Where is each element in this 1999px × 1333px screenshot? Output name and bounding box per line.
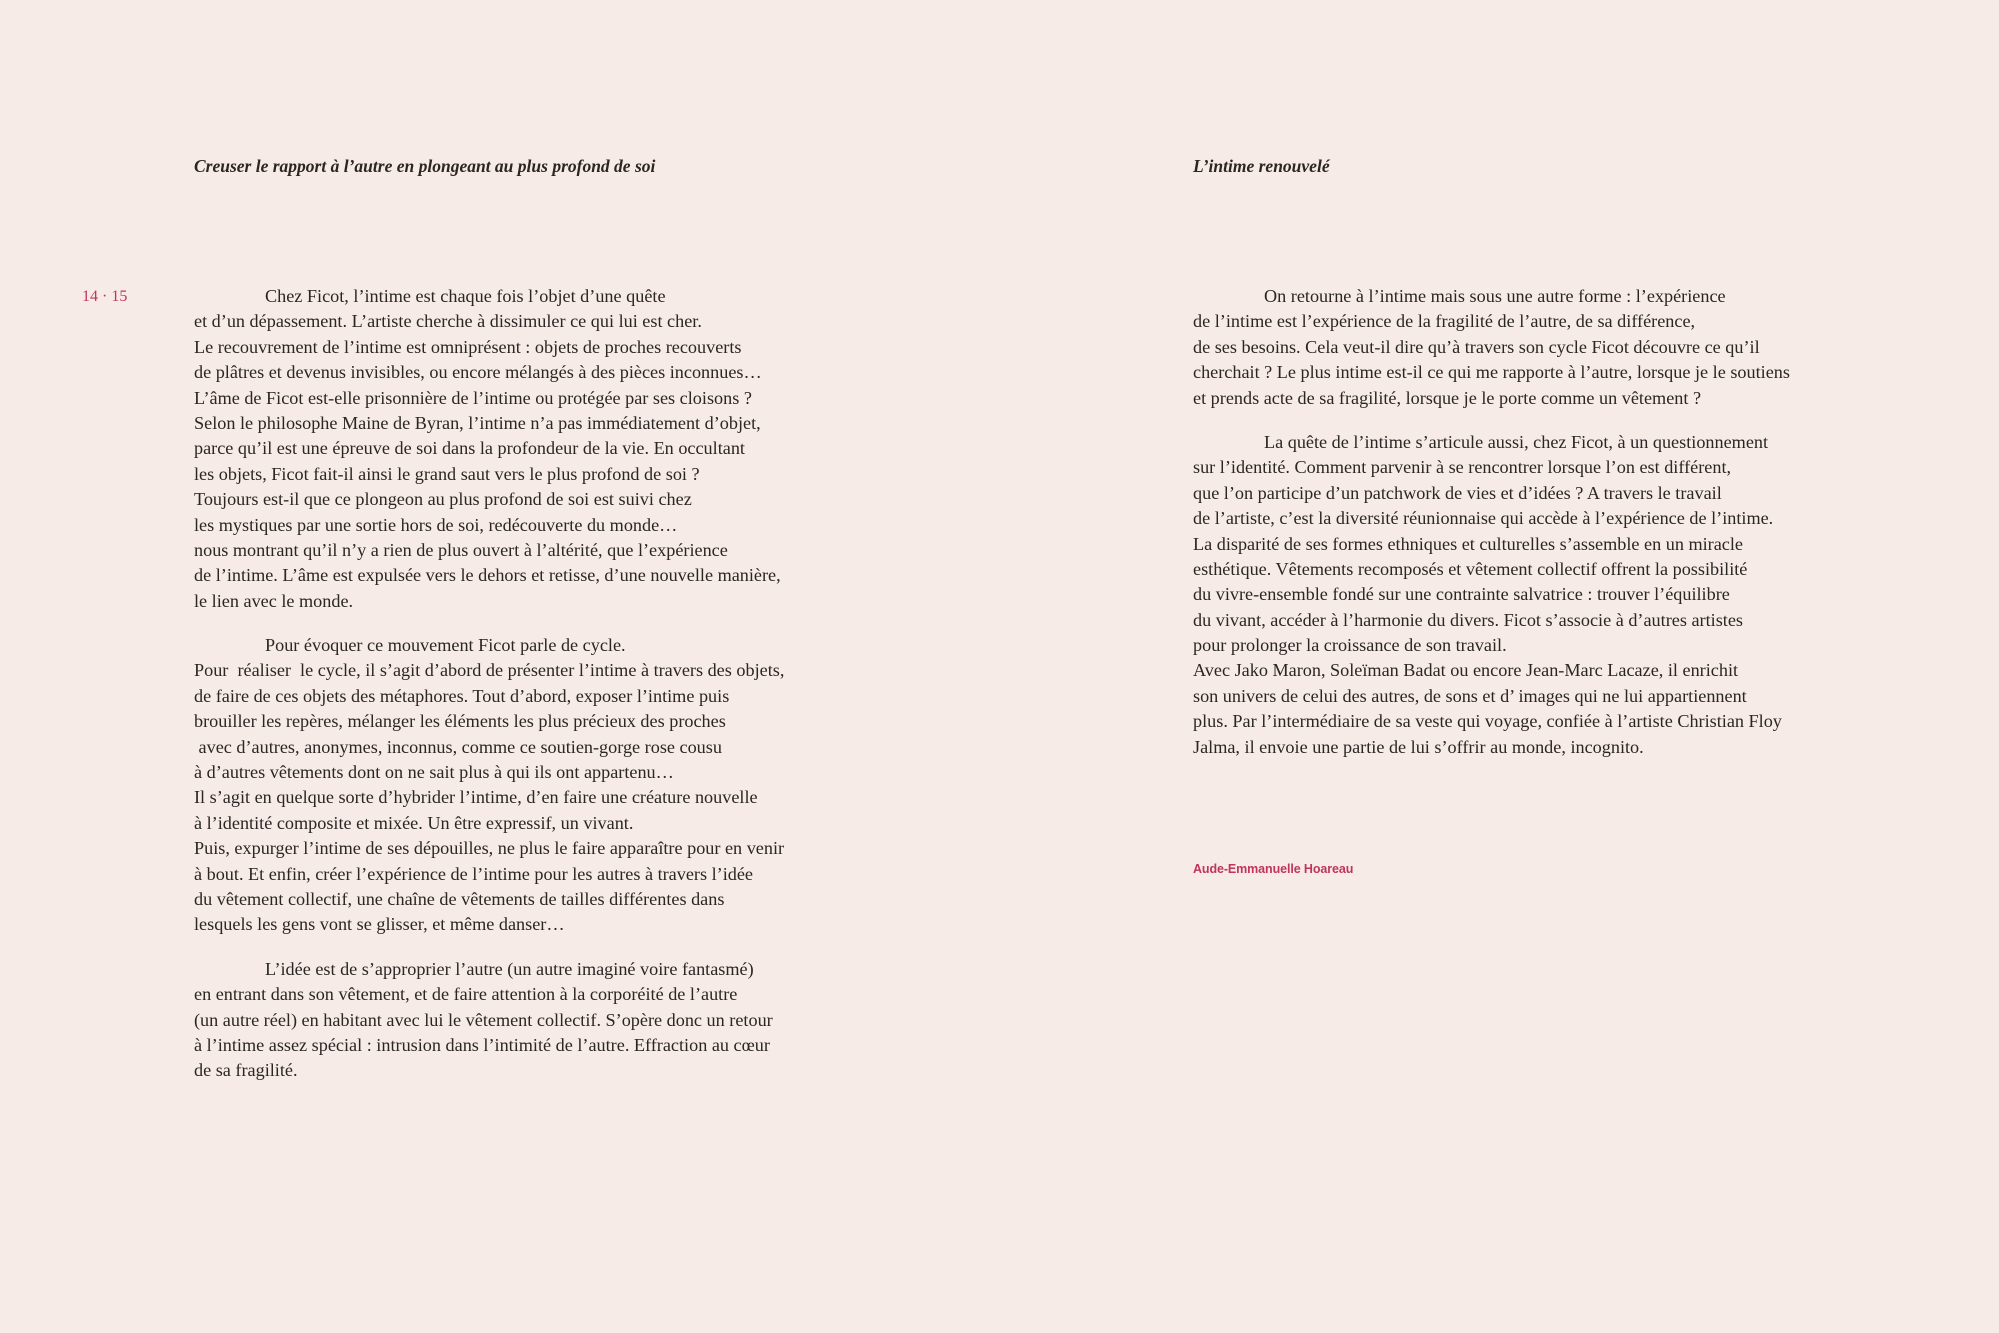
- text-line: et d’un dépassement. L’artiste cherche à dissimuler ce qui lui est cher.: [194, 311, 702, 332]
- text-line: du vêtement collectif, une chaîne de vêtements de tailles différentes dans: [194, 888, 725, 909]
- text-line: Pour évoquer ce mouvement Ficot parle de cycle.: [265, 635, 626, 656]
- text-line: brouiller les repères, mélanger les éléments les plus précieux des proches: [194, 711, 726, 732]
- text-line: Toujours est-il que ce plongeon au plus profond de soi est suivi chez: [194, 489, 692, 510]
- text-line: de l’intime. L’âme est expulsée vers le dehors et retisse, d’une nouvelle manière,: [194, 565, 781, 586]
- text-line: L’âme de Ficot est-elle prisonnière de l’intime ou protégée par ses cloisons ?: [194, 387, 752, 408]
- left-column-body: [194, 284, 834, 1103]
- text-line: Puis, expurger l’intime de ses dépouilles, ne plus le faire apparaître pour en venir: [194, 838, 785, 859]
- left-section-heading: Creuser le rapport à l’autre en plongeant au plus profond de soi: [194, 156, 656, 176]
- right-section-heading: L’intime renouvelé: [1193, 156, 1330, 176]
- text-line: Selon le philosophe Maine de Byran, l’intime n’a pas immédiatement d’objet,: [194, 412, 761, 433]
- paragraph: [194, 284, 834, 614]
- text-line: parce qu’il est une épreuve de soi dans la profondeur de la vie. En occultant: [194, 438, 745, 459]
- text-line: esthétique. Vêtements recomposés et vêtement collectif offrent la possibilité: [1193, 558, 1748, 579]
- text-line: le lien avec le monde.: [194, 590, 354, 611]
- text-line: de l’intime est l’expérience de la fragilité de l’autre, de sa différence,: [1193, 311, 1696, 332]
- text-line: de faire de ces objets des métaphores. Tout d’abord, exposer l’intime puis: [194, 685, 730, 706]
- text-line: du vivant, accéder à l’harmonie du divers. Ficot s’associe à d’autres artistes: [1193, 609, 1743, 630]
- text-line: Le recouvrement de l’intime est omniprésent : objets de proches recouverts: [194, 336, 742, 357]
- text-line: de sa fragilité.: [194, 1060, 298, 1081]
- text-line: avec d’autres, anonymes, inconnus, comme ce soutien-gorge rose cousu: [194, 736, 722, 757]
- text-line: en entrant dans son vêtement, et de faire attention à la corporéité de l’autre: [194, 984, 738, 1005]
- text-line: Avec Jako Maron, Soleïman Badat ou encore Jean-Marc Lacaze, il enrichit: [1193, 660, 1739, 681]
- text-line: et prends acte de sa fragilité, lorsque je le porte comme un vêtement ?: [1193, 387, 1702, 408]
- text-line: à l’intime assez spécial : intrusion dans l’intimité de l’autre. Effraction au cœur: [194, 1034, 770, 1055]
- text-line: L’idée est de s’approprier l’autre (un autre imaginé voire fantasmé): [265, 958, 754, 979]
- right-column-body: [1193, 284, 1833, 779]
- page-number: 14 · 15: [82, 288, 128, 305]
- text-line: les mystiques par une sortie hors de soi, redécouverte du monde…: [194, 514, 678, 535]
- text-line: son univers de celui des autres, de sons et d’ images qui ne lui appartiennent: [1193, 685, 1747, 706]
- text-line: les objets, Ficot fait-il ainsi le grand saut vers le plus profond de soi ?: [194, 463, 700, 484]
- text-line: cherchait ? Le plus intime est-il ce qui me rapporte à l’autre, lorsque je le soutiens: [1193, 362, 1790, 383]
- author-signature: Aude-Emmanuelle Hoareau: [1193, 862, 1354, 876]
- paragraph: [194, 957, 834, 1084]
- text-line: Pour réaliser le cycle, il s’agit d’abord de présenter l’intime à travers des objets,: [194, 660, 785, 681]
- text-line: La quête de l’intime s’articule aussi, chez Ficot, à un questionnement: [1264, 431, 1769, 452]
- text-line: plus. Par l’intermédiaire de sa veste qui voyage, confiée à l’artiste Christian Floy: [1193, 711, 1782, 732]
- text-line: (un autre réel) en habitant avec lui le vêtement collectif. S’opère donc un retour: [194, 1009, 773, 1030]
- text-line: à l’identité composite et mixée. Un être expressif, un vivant.: [194, 812, 634, 833]
- text-line: La disparité de ses formes ethniques et culturelles s’assemble en un miracle: [1193, 533, 1743, 554]
- text-line: nous montrant qu’il n’y a rien de plus ouvert à l’altérité, que l’expérience: [194, 539, 728, 560]
- text-line: du vivre-ensemble fondé sur une contrainte salvatrice : trouver l’équilibre: [1193, 584, 1730, 605]
- text-line: de ses besoins. Cela veut-il dire qu’à travers son cycle Ficot découvre ce qu’il: [1193, 336, 1760, 357]
- text-line: de plâtres et devenus invisibles, ou encore mélangés à des pièces inconnues…: [194, 362, 762, 383]
- text-line: Il s’agit en quelque sorte d’hybrider l’intime, d’en faire une créature nouvelle: [194, 787, 758, 808]
- paragraph: [1193, 430, 1833, 760]
- text-line: sur l’identité. Comment parvenir à se rencontrer lorsque l’on est différent,: [1193, 457, 1732, 478]
- text-line: On retourne à l’intime mais sous une autre forme : l’expérience: [1264, 286, 1726, 306]
- text-line: de l’artiste, c’est la diversité réunionnaise qui accède à l’expérience de l’intime.: [1193, 508, 1774, 529]
- text-line: à bout. Et enfin, créer l’expérience de l’intime pour les autres à travers l’idée: [194, 863, 754, 884]
- paragraph: [1193, 284, 1833, 411]
- text-line: Jalma, il envoie une partie de lui s’offrir au monde, incognito.: [1193, 736, 1644, 757]
- text-line: pour prolonger la croissance de son travail.: [1193, 635, 1507, 656]
- text-line: que l’on participe d’un patchwork de vies et d’idées ? A travers le travail: [1193, 482, 1722, 503]
- text-line: Chez Ficot, l’intime est chaque fois l’objet d’une quête: [265, 286, 666, 306]
- text-line: lesquels les gens vont se glisser, et même danser…: [194, 914, 565, 935]
- text-line: à d’autres vêtements dont on ne sait plus à qui ils ont appartenu…: [194, 762, 674, 783]
- paragraph: [194, 633, 834, 938]
